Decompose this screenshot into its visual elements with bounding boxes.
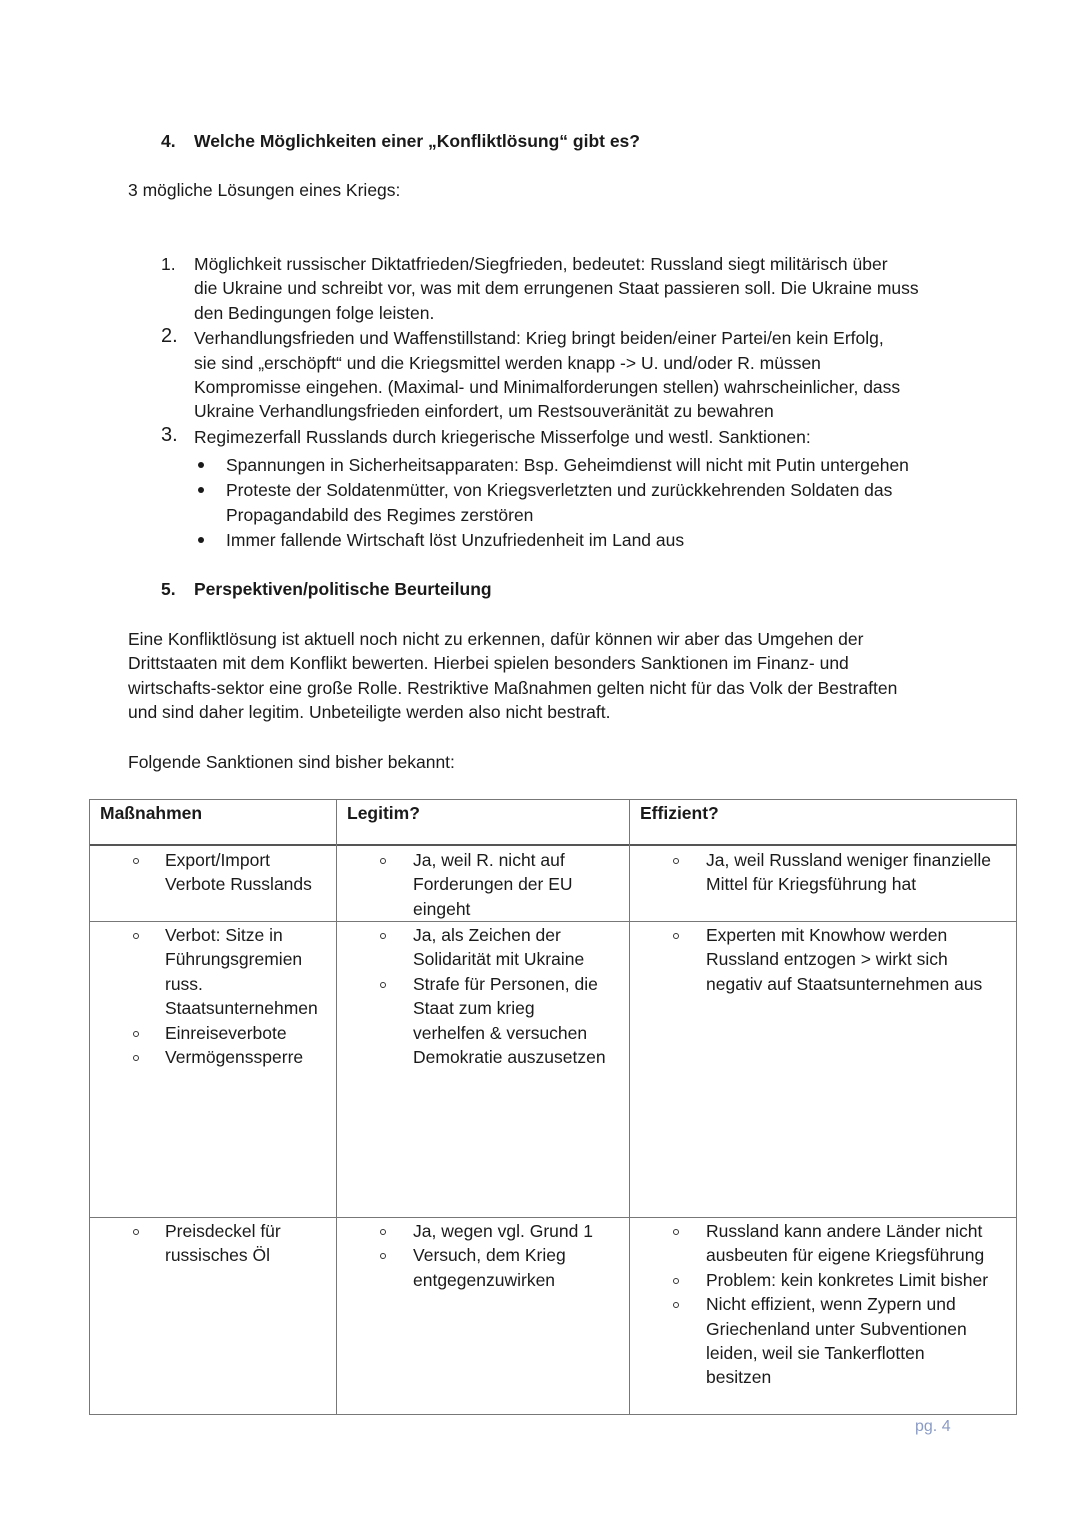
table-border-bottom [89, 1414, 1017, 1415]
cell-text-massnahmen: russ. [165, 973, 203, 994]
cell-bullet [380, 1253, 386, 1259]
cell-bullet [380, 933, 386, 939]
cell-text-massnahmen: Einreiseverbote [165, 1022, 287, 1043]
paragraph-line: und sind daher legitim. Unbeteiligte werden also nicht bestraft. [128, 702, 611, 723]
sanctions-table [89, 799, 1017, 1415]
solution-text-line: Kompromisse eingehen. (Maximal- und Minimalforderungen stellen) wahrscheinlicher, dass [194, 377, 901, 397]
cell-text-effizient: Problem: kein konkretes Limit bisher [706, 1269, 989, 1290]
cell-text-massnahmen: Führungsgremien [165, 949, 303, 970]
cell-text-effizient: Griechenland unter Subventionen [706, 1318, 967, 1339]
cell-text-legitim: Staat zum krieg [413, 998, 535, 1019]
cell-text-massnahmen: Staatsunternehmen [165, 998, 318, 1019]
cell-text-legitim: Ja, wegen vgl. Grund 1 [413, 1221, 593, 1241]
header-divider [89, 844, 1017, 846]
section-4-heading [161, 131, 640, 152]
bullet-dot [198, 462, 204, 468]
cell-text-effizient: leiden, weil sie Tankerflotten [706, 1343, 925, 1363]
cell-text-legitim: Ja, als Zeichen der [413, 925, 561, 945]
section-4-title: Welche Möglichkeiten einer „Konfliktlösung“ gibt es? [194, 131, 640, 151]
cell-bullet [133, 1229, 139, 1235]
column-divider-1 [336, 799, 337, 1415]
cell-text-massnahmen: Verbote Russlands [165, 874, 312, 895]
cell-text-massnahmen: Export/Import [165, 850, 271, 870]
cell-text-effizient: Russland entzogen > wirkt sich [706, 949, 948, 970]
bullet-text-line: Spannungen in Sicherheitsapparaten: Bsp. Geheimdienst will nicht mit Putin untergehen [226, 455, 909, 475]
solution-number: 2. [161, 325, 178, 348]
cell-text-legitim: Solidarität mit Ukraine [413, 949, 585, 970]
paragraph-line: Eine Konfliktlösung ist aktuell noch nicht zu erkennen, dafür können wir aber das Umgehen der [128, 629, 864, 649]
cell-bullet [673, 933, 679, 939]
cell-text-legitim: verhelfen & versuchen [413, 1022, 588, 1043]
solution-text-line: Regimezerfall Russlands durch kriegerische Misserfolge und westl. Sanktionen: [194, 426, 811, 447]
bullet-text-line: Immer fallende Wirtschaft löst Unzufriedenheit im Land aus [226, 530, 685, 551]
section-5-heading [161, 579, 492, 600]
bullet-dot [198, 537, 204, 543]
cell-bullet [380, 1229, 386, 1235]
section-5-title: Perspektiven/politische Beurteilung [194, 579, 492, 599]
cell-text-effizient: Mittel für Kriegsführung hat [706, 874, 917, 895]
header-legitim: Legitim? [347, 803, 420, 823]
cell-bullet [673, 1278, 679, 1284]
cell-text-legitim: Ja, weil R. nicht auf [413, 850, 565, 870]
paragraph-line: wirtschafts-sektor eine große Rolle. Restriktive Maßnahmen gelten nicht für das Volk der Bestraften [128, 677, 898, 698]
bullet-text-line: Proteste der Soldatenmütter, von Kriegsverletzten und zurückkehrenden Soldaten das [226, 480, 893, 501]
intro-text: 3 mögliche Lösungen eines Kriegs: [128, 180, 401, 200]
cell-bullet [673, 858, 679, 864]
cell-bullet [673, 1302, 679, 1308]
row-divider-1 [89, 921, 1017, 922]
cell-text-effizient: besitzen [706, 1367, 772, 1388]
solution-number: 3. [161, 423, 178, 446]
table-border-right [1016, 799, 1017, 1415]
cell-text-effizient: ausbeuten für eigene Kriegsführung [706, 1245, 985, 1266]
cell-text-massnahmen: Vermögenssperre [165, 1047, 304, 1067]
solution-text-line: die Ukraine und schreibt vor, was mit dem errungenen Staat passieren soll. Die Ukraine muss [194, 278, 919, 299]
cell-bullet [133, 1031, 139, 1037]
solution-number: 1. [161, 254, 176, 274]
solution-text-line: Möglichkeit russischer Diktatfrieden/Siegfrieden, bedeutet: Russland siegt militärisch über [194, 254, 888, 274]
cell-text-massnahmen: Preisdeckel für [165, 1221, 281, 1241]
table-intro: Folgende Sanktionen sind bisher bekannt: [128, 752, 455, 772]
solution-text-line: sie sind „erschöpft“ und die Kriegsmittel werden knapp -> U. und/oder R. müssen [194, 352, 821, 373]
cell-text-legitim: eingeht [413, 898, 471, 919]
cell-bullet [133, 1055, 139, 1061]
column-divider-2 [629, 799, 630, 1415]
cell-text-effizient: Russland kann andere Länder nicht [706, 1221, 983, 1241]
solution-text-line: Verhandlungsfrieden und Waffenstillstand: Krieg bringt beiden/einer Partei/en kein Erfolg, [194, 328, 884, 349]
cell-bullet [133, 858, 139, 864]
bullet-text-line: Propagandabild des Regimes zerstören [226, 504, 534, 525]
cell-bullet [133, 933, 139, 939]
bullet-dot [198, 487, 204, 493]
cell-text-effizient: Ja, weil Russland weniger finanzielle [706, 850, 992, 870]
section-4-number: 4. [161, 131, 176, 151]
cell-text-legitim: Demokratie auszusetzen [413, 1047, 606, 1067]
cell-text-massnahmen: russisches Öl [165, 1245, 271, 1266]
cell-bullet [380, 858, 386, 864]
page-number: pg. 4 [915, 1418, 951, 1435]
cell-bullet [673, 1229, 679, 1235]
cell-text-effizient: negativ auf Staatsunternehmen aus [706, 973, 983, 994]
cell-text-legitim: Strafe für Personen, die [413, 973, 598, 994]
cell-text-legitim: Forderungen der EU [413, 874, 573, 895]
paragraph-line: Drittstaaten mit dem Konflikt bewerten. Hierbei spielen besonders Sanktionen im Finanz- und [128, 653, 849, 674]
solution-text-line: Ukraine Verhandlungsfrieden einfordert, um Restsouveränität zu bewahren [194, 401, 774, 422]
header-effizient: Effizient? [640, 803, 719, 823]
cell-bullet [380, 982, 386, 988]
table-border-left [89, 799, 90, 1415]
header-massnahmen: Maßnahmen [100, 803, 203, 823]
cell-text-legitim: Versuch, dem Krieg [413, 1245, 566, 1266]
cell-text-massnahmen: Verbot: Sitze in [165, 925, 283, 945]
solution-text-line: den Bedingungen folge leisten. [194, 302, 435, 323]
cell-text-legitim: entgegenzuwirken [413, 1269, 556, 1290]
table-border-top [89, 799, 1017, 800]
section-5-number: 5. [161, 579, 176, 599]
cell-text-effizient: Nicht effizient, wenn Zypern und [706, 1294, 956, 1315]
row-divider-2 [89, 1217, 1017, 1218]
cell-text-effizient: Experten mit Knowhow werden [706, 925, 948, 945]
